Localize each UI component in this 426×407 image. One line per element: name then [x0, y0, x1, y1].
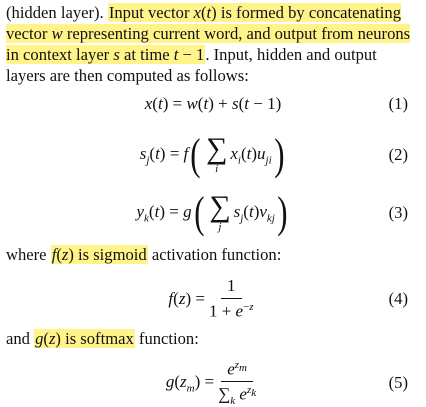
summation-i: ∑ i	[205, 132, 228, 175]
equation-1-body: x(t) = w(t) + s(t − 1)	[144, 94, 282, 113]
equation-1-number: (1)	[388, 94, 408, 113]
equation-5	[0, 360, 426, 406]
equation-3-number: (3)	[388, 203, 408, 222]
intro-tail: . Input, hidden and output layers are then computed as follows:	[6, 45, 377, 85]
highlight-input-vector: Input vector x(t) is formed by concatenating vector w representing current word, and output from neurons in context layer s at time t − 1	[6, 3, 411, 64]
equation-3	[0, 190, 426, 236]
equation-5-number: (5)	[388, 373, 408, 392]
sigmoid-lead: where	[6, 245, 51, 264]
intro-paragraph	[6, 2, 418, 86]
equation-2-number: (2)	[388, 145, 408, 164]
equation-3-body: $y_k(t) = g$ ( ∑ j $s_j(t)v_{kj}$ )	[136, 188, 288, 237]
highlight-sigmoid: f(z) is sigmoid	[51, 245, 147, 264]
softmax-tail: function:	[134, 329, 199, 348]
summation-j: ∑ j	[209, 190, 231, 233]
equation-2	[0, 132, 426, 178]
sigmoid-paragraph	[6, 244, 418, 265]
softmax-paragraph	[6, 328, 418, 349]
highlight-softmax: g(z) is softmax	[35, 329, 134, 348]
sigmoid-tail: activation function:	[147, 245, 282, 264]
softmax-fraction: $\frac{e^{z_m}}{\sum_k e^{z_k}}$	[218, 358, 257, 407]
softmax-lead: and	[6, 329, 35, 348]
equation-1	[0, 84, 426, 124]
sigmoid-fraction: $\frac{1}{1 + e^{-z}}$	[208, 275, 254, 321]
intro-lead: (hidden layer).	[6, 3, 108, 22]
equation-5-body: $g(z_m)$ = $\frac{e^{z_m}}{\sum_k e^{z_k}}$	[165, 358, 257, 407]
equation-2-body: $s_j(t) = f$ ( ∑ i $x_i(t)u_{ji}$ )	[139, 130, 285, 179]
equation-4-number: (4)	[388, 289, 408, 308]
equation-4	[0, 276, 426, 322]
equation-4-body: f(z) = $\frac{1}{1 + e^{-z}}$	[168, 275, 254, 321]
